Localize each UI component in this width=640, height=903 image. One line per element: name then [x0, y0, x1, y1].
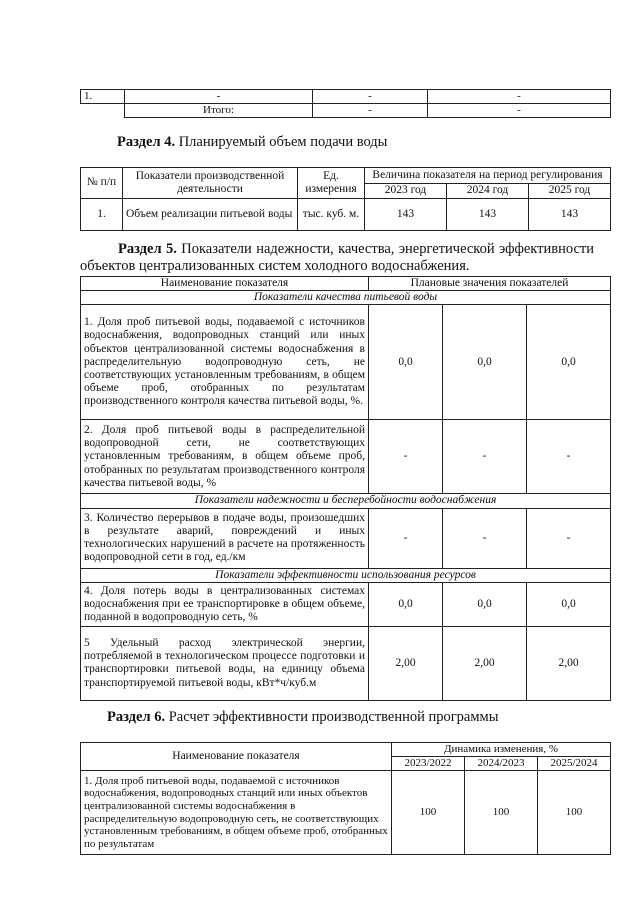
- indicator-value: -: [443, 420, 527, 494]
- indicator-value: -: [527, 420, 611, 494]
- indicator-text: 2. Доля проб питьевой воды в распределительной водопроводной сети, не соответствующих установленным требованиям, в общем объеме проб, отобранных по результатам производственного контроля качества питьевой воды, %: [81, 420, 369, 494]
- indicator-value: 2,00: [527, 626, 611, 700]
- top-table: [80, 89, 611, 118]
- header-name: Наименование показателя: [81, 277, 369, 291]
- top-row-num: 1.: [81, 90, 125, 104]
- section5-label: Раздел 5.: [118, 241, 177, 257]
- header-period: 2025/2024: [538, 757, 611, 771]
- row-unit: тыс. куб. м.: [298, 199, 365, 231]
- row-name: Объем реализации питьевой воды: [123, 199, 298, 231]
- total-cell: -: [313, 104, 428, 118]
- indicator-text: 4. Доля потерь воды в централизованных системах водоснабжения при ее транспортировке в общем объеме, поданной в водопроводную сеть, %: [81, 582, 369, 626]
- header-indicator: Показатели производственной деятельности: [123, 168, 298, 199]
- group-quality: Показатели качества питьевой воды: [81, 291, 611, 305]
- total-cell: -: [428, 104, 611, 118]
- group-reliability: Показатели надежности и бесперебойности водоснабжения: [81, 494, 611, 508]
- indicator-value: -: [369, 508, 443, 568]
- total-label: Итого:: [125, 104, 313, 118]
- header-period: 2024/2023: [465, 757, 538, 771]
- section4-table: [80, 167, 611, 231]
- header-num: № п/п: [81, 168, 123, 199]
- indicator-value: -: [369, 420, 443, 494]
- row-value: 143: [365, 199, 447, 231]
- header-year: 2024 год: [447, 184, 529, 199]
- top-row-cell: -: [428, 90, 611, 104]
- indicator-value: 100: [392, 771, 465, 855]
- header-dynamics: Динамика изменения, %: [392, 743, 611, 757]
- indicator-value: 100: [538, 771, 611, 855]
- section5-table: [80, 276, 611, 701]
- header-year: 2023 год: [365, 184, 447, 199]
- row-value: 143: [529, 199, 611, 231]
- section5-heading: [80, 241, 594, 276]
- indicator-text: 5 Удельный расход электрической энергии, потребляемой в технологическом процессе подготовки и транспортировки питьевой воды, на единицу объема транспортируемой питьевой воды, кВт*ч/куб.м: [81, 626, 369, 700]
- indicator-value: 0,0: [443, 582, 527, 626]
- indicator-value: 0,0: [527, 582, 611, 626]
- indicator-value: 100: [465, 771, 538, 855]
- header-planned: Плановые значения показателей: [369, 277, 611, 291]
- section6-title: Расчет эффективности производственной программы: [168, 709, 499, 725]
- indicator-value: -: [527, 508, 611, 568]
- indicator-value: 2,00: [443, 626, 527, 700]
- top-row-cell: -: [125, 90, 313, 104]
- header-name: Наименование показателя: [81, 743, 392, 771]
- row-num: 1.: [81, 199, 123, 231]
- section4-title: Планируемый объем подачи воды: [178, 134, 388, 150]
- indicator-value: 0,0: [369, 305, 443, 420]
- section6-heading: [107, 709, 640, 726]
- indicator-value: 0,0: [527, 305, 611, 420]
- section4-label: Раздел 4.: [117, 134, 176, 150]
- section6-label: Раздел 6.: [107, 709, 166, 725]
- section6-table: [80, 742, 611, 855]
- header-unit: Ед. измерения: [298, 168, 365, 199]
- indicator-value: 2,00: [369, 626, 443, 700]
- indicator-value: 0,0: [369, 582, 443, 626]
- top-row-cell: -: [313, 90, 428, 104]
- section4-heading: [117, 134, 640, 151]
- header-period: Величина показателя на период регулирования: [365, 168, 611, 184]
- header-period: 2023/2022: [392, 757, 465, 771]
- group-efficiency: Показатели эффективности использования ресурсов: [81, 568, 611, 582]
- indicator-value: 0,0: [443, 305, 527, 420]
- header-year: 2025 год: [529, 184, 611, 199]
- indicator-text: 1. Доля проб питьевой воды, подаваемой с источников водоснабжения, водопроводных станций или иных объектов централизованной системы водоснабжения в распределительную водопроводную сеть, не соответствующих установленным требованиям, в общем объеме проб, отобранных по результатам: [81, 771, 392, 855]
- indicator-value: -: [443, 508, 527, 568]
- indicator-text: 3. Количество перерывов в подаче воды, произошедших в результате аварий, повреждений и иных технологических нарушений в расчете на протяженность водопроводной сети в год, ед./км: [81, 508, 369, 568]
- section5-title: Показатели надежности, качества, энергетической эффективности объектов централизованных систем холодного водоснабжения.: [80, 241, 595, 275]
- row-value: 143: [447, 199, 529, 231]
- indicator-text: 1. Доля проб питьевой воды, подаваемой с источников водоснабжения, водопроводных станций или иных объектов централизованной системы водоснабжения в распределительную водопроводную сеть, не соответствующих установленным требованиям, в общем объеме проб, отобранных по результатам производственного контроля качества питьевой воды, %.: [81, 305, 369, 420]
